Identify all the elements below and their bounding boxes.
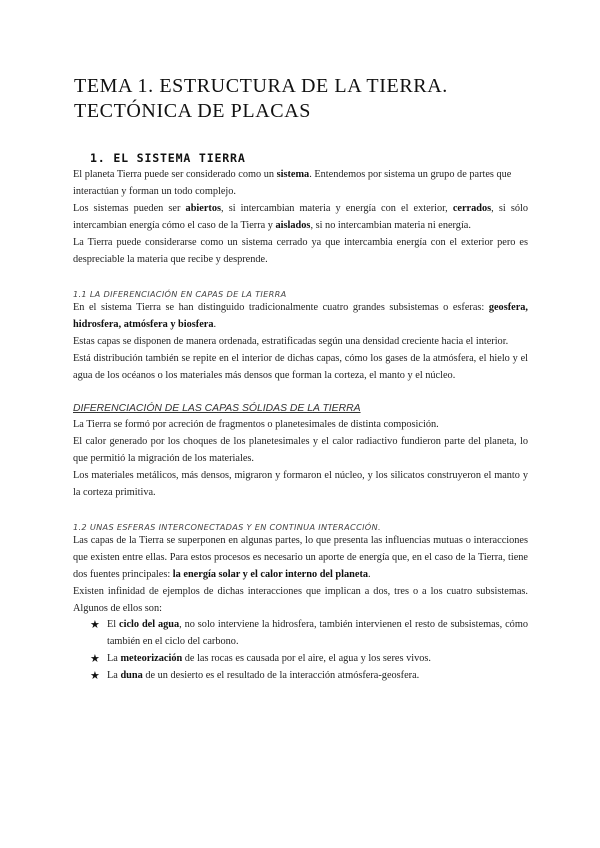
star-bullet-icon: ★ xyxy=(90,619,100,631)
paragraph: Los sistemas pueden ser abiertos, si intercambian materia y energía con el exterior, cerrados, si sólo intercambian energía cómo el caso de la Tierra y aislados, si no intercambian materia ni energía. xyxy=(73,202,528,231)
page-title: TEMA 1. ESTRUCTURA DE LA TIERRA. TECTÓNICA DE PLACAS xyxy=(74,75,448,122)
subsection-heading-capas-solidas: DIFERENCIACIÓN DE LAS CAPAS SÓLIDAS DE LA TIERRA xyxy=(73,403,361,414)
star-bullet-icon: ★ xyxy=(90,652,100,665)
interaction-examples-list xyxy=(90,617,528,685)
paragraph: En el sistema Tierra se han distinguido tradicionalmente cuatro grandes subsistemas o esferas: geosfera, hidrosfera, atmósfera y biosfera. xyxy=(73,302,528,330)
paragraph: Existen infinidad de ejemplos de dichas interacciones que implican a dos, tres o a los cuatro subsistemas. Algunos de ellos son: xyxy=(73,585,528,614)
paragraph: Los materiales metálicos, más densos, migraron y formaron el núcleo, y los silicatos construyeron el manto y la corteza primitiva. xyxy=(73,469,528,498)
paragraph: Estas capas se disponen de manera ordenada, estratificadas según una densidad creciente hacia el interior. xyxy=(73,335,509,347)
section-heading-sistema-tierra: 1. EL SISTEMA TIERRA xyxy=(90,151,246,165)
paragraph: La Tierra se formó por acreción de fragmentos o planetesimales de distinta composición. xyxy=(73,419,439,430)
paragraph: El calor generado por los choques de los planetesimales y el calor radiactivo fundieron parte del planeta, lo que permitió la migración de los materiales. xyxy=(73,435,528,464)
section-sistema-tierra-body xyxy=(73,167,528,268)
section-diferenciacion-body xyxy=(73,300,528,385)
paragraph: El planeta Tierra puede ser considerado como un sistema. Entendemos por sistema un grupo de partes que interactúan y forman un todo complejo. xyxy=(73,169,512,197)
list-item: ★ El ciclo del agua, no solo interviene la hidrosfera, también intervienen el resto de subsistemas, cómo también en el ciclo del carbono. xyxy=(90,619,528,647)
star-bullet-icon: ★ xyxy=(90,669,100,682)
subsection-heading-diferenciacion: 1.1 LA DIFERENCIACIÓN EN CAPAS DE LA TIERRA xyxy=(73,289,287,299)
paragraph: Está distribución también se repite en el interior de dichas capas, cómo los gases de la atmósfera, el hielo y el agua de los océanos o los materiales más densos que forman la corteza, el manto y el núcleo. xyxy=(73,352,528,381)
list-item: ★ La duna de un desierto es el resultado de la interacción atmósfera-geosfera. xyxy=(90,668,528,685)
paragraph: Las capas de la Tierra se superponen en algunas partes, lo que presenta las influencias mutuas o interacciones que existen entre ellas. Para estos procesos es necesario un aporte de energía que, en el caso de la Tierra, tiene dos fuentes principales: la energía solar y el calor interno del planeta. xyxy=(73,535,528,580)
section-esferas-body xyxy=(73,533,528,618)
subsection-heading-esferas: 1.2 UNAS ESFERAS INTERCONECTADAS Y EN CONTINUA INTERACCIÓN. xyxy=(73,522,381,532)
list-item: ★ La meteorización de las rocas es causada por el aire, el agua y los seres vivos. xyxy=(90,651,528,668)
paragraph: La Tierra puede considerarse como un sistema cerrado ya que intercambia energía con el exterior pero es despreciable la materia que recibe y desprende. xyxy=(73,236,528,265)
section-capas-solidas-body xyxy=(73,417,528,502)
